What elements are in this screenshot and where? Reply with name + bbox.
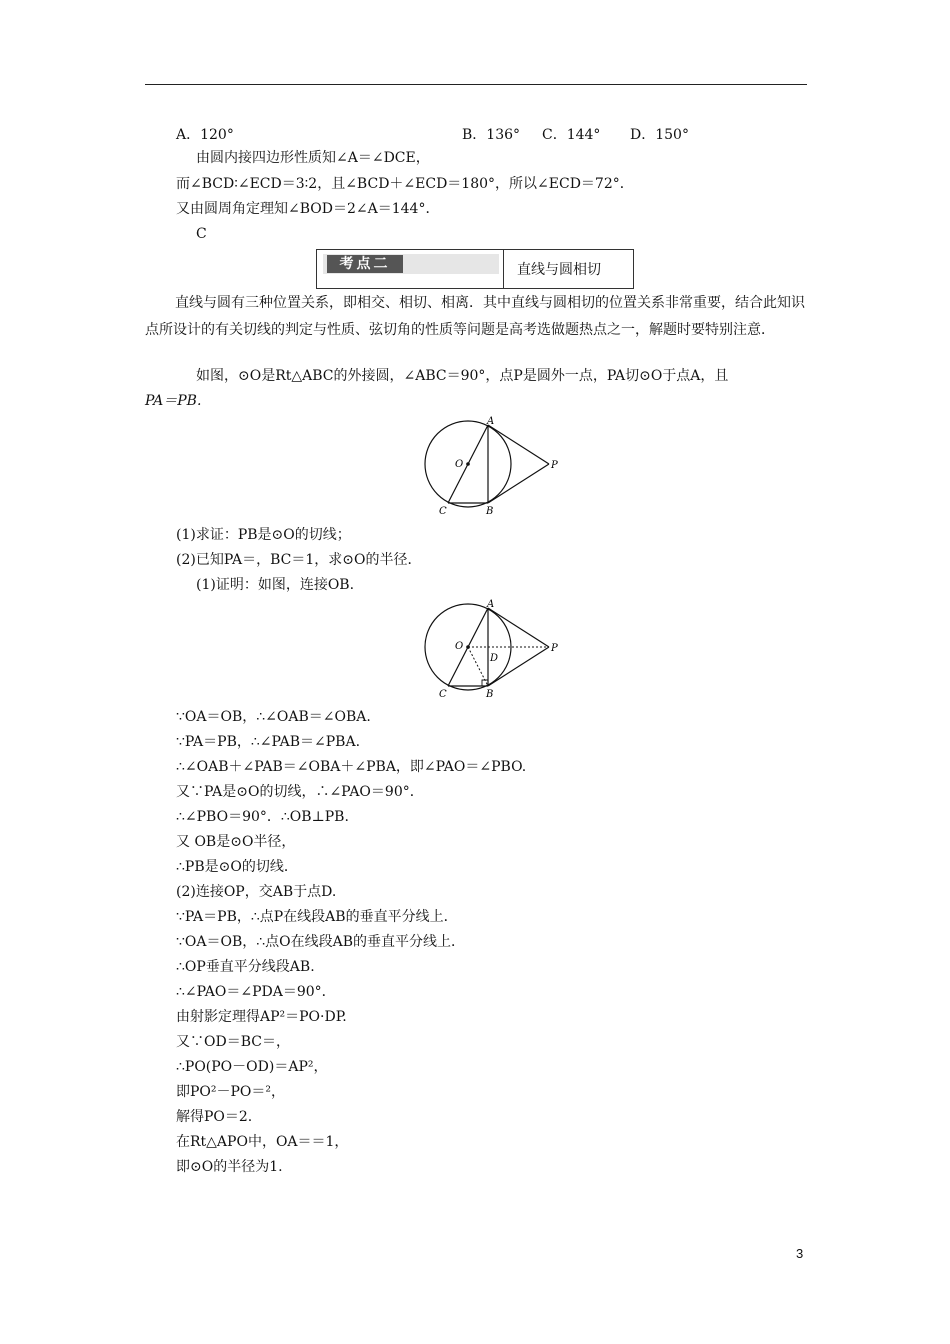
figure-2 xyxy=(420,598,565,703)
solution-line-3: 又由圆周角定理知∠BOD＝2∠A＝144°． xyxy=(176,201,440,217)
label-p: P xyxy=(551,643,558,654)
header-rule xyxy=(145,84,807,85)
proof-line: ∵PA＝PB，∴点P在线段AB的垂直平分线上． xyxy=(176,909,458,925)
proof-line: (2)连接OP，交AB于点D. xyxy=(176,884,337,900)
segment-ap xyxy=(488,608,549,647)
figure-1 xyxy=(420,415,565,520)
label-a: A xyxy=(487,599,495,610)
intro-paragraph: 直线与圆有三种位置关系，即相交、相切、相离．其中直线与圆相切的位置关系非常重要，结合此知识点所设计的有关切线的判定与性质、弦切角的性质等问题是高考选做题热点之一，解题时要特别注意． xyxy=(145,295,805,338)
segment-ap xyxy=(488,425,549,464)
label-a: A xyxy=(487,416,495,427)
center-point xyxy=(466,645,470,649)
segment-bp xyxy=(488,464,549,503)
label-b: B xyxy=(486,689,494,700)
problem-line-2: PA＝PB. xyxy=(145,393,202,409)
proof-line: 即⊙O的半径为1. xyxy=(176,1159,283,1175)
choice-b: B．136° xyxy=(462,127,521,143)
label-b: B xyxy=(486,506,494,517)
proof-line: 在Rt△APO中，OA＝＝1， xyxy=(176,1134,349,1150)
proof-start: (1)证明：如图，连接OB. xyxy=(196,577,355,593)
choice-c: C．144° xyxy=(542,127,601,143)
choice-a: A．120° xyxy=(176,127,234,143)
solution-line-2: 而∠BCD∶∠ECD＝3∶2，且∠BCD＋∠ECD＝180°，所以∠ECD＝72°． xyxy=(176,176,634,192)
section-divider xyxy=(503,250,504,288)
label-o: O xyxy=(455,459,464,470)
section-header xyxy=(316,249,634,289)
proof-line: 又∵OD＝BC＝， xyxy=(176,1034,290,1050)
problem-line-1: 如图，⊙O是Rt△ABC的外接圆，∠ABC＝90°，点P是圆外一点，PA切⊙O于点A，且 xyxy=(196,368,729,384)
proof-line: ∴PB是⊙O的切线． xyxy=(176,859,298,875)
label-c: C xyxy=(439,689,447,700)
proof-line: 又∵PA是⊙O的切线，∴∠PAO＝90°． xyxy=(176,784,424,800)
proof-line: ∴PO(PO－OD)＝AP²， xyxy=(176,1059,328,1075)
proof-line: ∵PA＝PB，∴∠PAB＝∠PBA. xyxy=(176,734,361,750)
proof-line: ∴∠PBO＝90°．∴OB⊥PB. xyxy=(176,809,349,825)
proof-line: ∵OA＝OB，∴点O在线段AB的垂直平分线上． xyxy=(176,934,466,950)
proof-line: 即PO²－PO＝²， xyxy=(176,1084,286,1100)
answer-label: C xyxy=(196,226,207,242)
page-number: 3 xyxy=(796,1246,804,1261)
center-point xyxy=(466,462,470,466)
proof-line: 又 OB是⊙O半径， xyxy=(176,834,296,850)
section-title: 直线与圆相切 xyxy=(517,262,601,278)
proof-line: 由射影定理得AP²＝PO·DP. xyxy=(176,1009,347,1025)
label-p: P xyxy=(551,460,558,471)
proof-line: 解得PO＝2. xyxy=(176,1109,253,1125)
question-2: (2)已知PA＝，BC＝1，求⊙O的半径． xyxy=(176,552,422,568)
choice-d: D．150° xyxy=(630,127,689,143)
label-d: D xyxy=(490,653,499,664)
proof-line: ∴∠OAB＋∠PAB＝∠OBA＋∠PBA，即∠PAO＝∠PBO. xyxy=(176,759,527,775)
solution-line-1: 由圆内接四边形性质知∠A＝∠DCE， xyxy=(196,150,430,166)
proof-line: ∵OA＝OB，∴∠OAB＝∠OBA. xyxy=(176,709,371,725)
proof-line: ∴∠PAO＝∠PDA＝90°． xyxy=(176,984,336,1000)
section-tag: 考点二 xyxy=(327,255,403,273)
label-c: C xyxy=(439,506,447,517)
label-o: O xyxy=(455,641,464,652)
question-1: (1)求证：PB是⊙O的切线； xyxy=(176,527,351,543)
proof-line: ∴OP垂直平分线段AB. xyxy=(176,959,315,975)
